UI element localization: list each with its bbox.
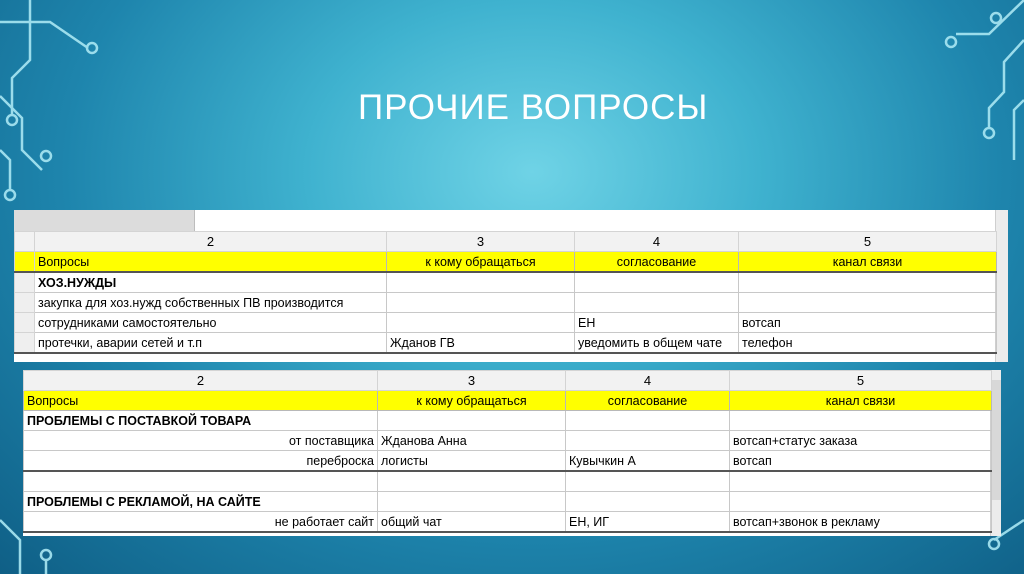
channel-cell: вотсап+звонок в рекламу xyxy=(730,512,992,533)
question-cell: протечки, аварии сетей и т.п xyxy=(35,333,387,354)
question-cell: не работает сайт xyxy=(24,512,378,533)
column-number: 3 xyxy=(378,371,566,391)
channel-cell: вотсап+статус заказа xyxy=(730,431,992,451)
table-row xyxy=(15,333,997,354)
header-channel: канал связи xyxy=(739,252,997,273)
approval-cell: Кувычкин А xyxy=(566,451,730,472)
header-questions: Вопросы xyxy=(35,252,387,273)
column-number: 2 xyxy=(24,371,378,391)
section-row xyxy=(24,411,992,431)
question-cell: переброска xyxy=(24,451,378,472)
contact-cell: общий чат xyxy=(378,512,566,533)
table-2 xyxy=(23,370,992,533)
approval-cell: ЕН xyxy=(575,313,739,333)
section-title: ХОЗ.НУЖДЫ xyxy=(35,272,387,293)
column-number: 4 xyxy=(566,371,730,391)
question-cell: закупка для хоз.нужд собственных ПВ производится xyxy=(35,293,387,313)
channel-cell: вотсап xyxy=(739,313,997,333)
contact-cell xyxy=(387,313,575,333)
section-title: ПРОБЛЕМЫ С РЕКЛАМОЙ, НА САЙТЕ xyxy=(24,492,378,512)
table-1 xyxy=(14,231,997,354)
question-cell-continued: сотрудниками самостоятельно xyxy=(35,313,387,333)
spreadsheet-2 xyxy=(23,370,1001,536)
slide-title: ПРОЧИЕ ВОПРОСЫ xyxy=(358,88,709,127)
approval-cell xyxy=(566,431,730,451)
channel-cell: вотсап xyxy=(730,451,992,472)
column-number: 2 xyxy=(35,232,387,252)
column-number: 3 xyxy=(387,232,575,252)
table-row xyxy=(24,451,992,472)
column-number: 5 xyxy=(739,232,997,252)
table-row xyxy=(15,293,997,313)
column-number-row xyxy=(15,232,997,252)
sheet-toolbar-strip xyxy=(14,210,1008,231)
channel-cell: телефон xyxy=(739,333,997,354)
header-channel: канал связи xyxy=(730,391,992,411)
header-approval: согласование xyxy=(566,391,730,411)
column-number-row xyxy=(24,371,992,391)
column-number: 4 xyxy=(575,232,739,252)
table-row xyxy=(24,431,992,451)
table-row xyxy=(15,313,997,333)
question-cell: от поставщика xyxy=(24,431,378,451)
header-approval: согласование xyxy=(575,252,739,273)
header-contact: к кому обращаться xyxy=(378,391,566,411)
contact-cell: Жданова Анна xyxy=(378,431,566,451)
header-contact: к кому обращаться xyxy=(387,252,575,273)
section-title: ПРОБЛЕМЫ С ПОСТАВКОЙ ТОВАРА xyxy=(24,411,378,431)
section-row xyxy=(15,272,997,293)
spreadsheet-1 xyxy=(14,210,1008,362)
column-number: 5 xyxy=(730,371,992,391)
contact-cell: Жданов ГВ xyxy=(387,333,575,354)
table-row xyxy=(24,512,992,533)
spacer-row xyxy=(24,471,992,492)
approval-cell: уведомить в общем чате xyxy=(575,333,739,354)
section-row xyxy=(24,492,992,512)
approval-cell: ЕН, ИГ xyxy=(566,512,730,533)
header-questions: Вопросы xyxy=(24,391,378,411)
scrollbar-thumb[interactable] xyxy=(992,380,1001,500)
contact-cell: логисты xyxy=(378,451,566,472)
header-row xyxy=(24,391,992,411)
header-row xyxy=(15,252,997,273)
